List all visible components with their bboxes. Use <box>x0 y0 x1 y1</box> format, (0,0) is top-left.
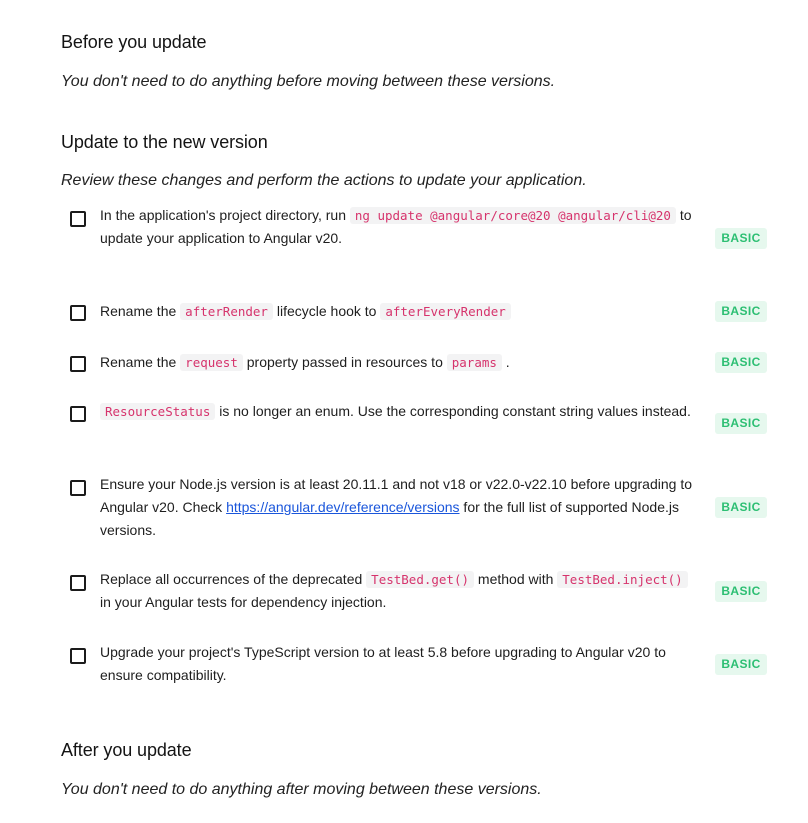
task-text-segment: is no longer an enum. Use the corresponding constant string values instead. <box>215 403 691 419</box>
level-badge: BASIC <box>715 301 767 322</box>
task-checkbox[interactable] <box>70 406 86 422</box>
level-badge: BASIC <box>715 497 767 518</box>
task-text-segment: to update your application to Angular v20. <box>100 207 692 246</box>
task-text-segment: method with <box>474 571 558 587</box>
inline-code: afterRender <box>180 303 273 320</box>
inline-code: TestBed.inject() <box>557 571 687 588</box>
inline-code: ng update @angular/core@20 @angular/cli@20 <box>350 207 676 224</box>
task-text-segment: Rename the <box>100 354 181 370</box>
task-checkbox[interactable] <box>70 305 86 321</box>
task-text-segment: Rename the <box>100 303 181 319</box>
inline-code: request <box>180 354 243 371</box>
task-checkbox[interactable] <box>70 575 86 591</box>
inline-code: TestBed.get() <box>366 571 474 588</box>
task-text-segment: lifecycle hook to <box>272 303 381 319</box>
task-text-segment: In the application's project directory, run <box>100 207 350 223</box>
task-text <box>100 641 700 687</box>
task-text-segment: Upgrade your project's TypeScript version to at least 5.8 before upgrading to Angular v20 to ensure compatibility. <box>100 644 666 683</box>
task-text-segment: Replace all occurrences of the deprecated <box>100 571 367 587</box>
task-text-segment: property passed in resources to <box>242 354 447 370</box>
level-badge: BASIC <box>715 228 767 249</box>
level-badge: BASIC <box>715 654 767 675</box>
after-update-note: You don't need to do anything after moving between these versions. <box>61 781 542 798</box>
inline-code: afterEveryRender <box>380 303 510 320</box>
task-text-segment: Ensure your Node.js version is at least 20.11.1 and not v18 or v22.0-v22.10 before upgrading to Angular v20. Check <box>100 476 692 515</box>
task-checkbox[interactable] <box>70 211 86 227</box>
inline-code: ResourceStatus <box>100 403 215 420</box>
inline-code: params <box>447 354 502 371</box>
task-text <box>100 473 700 542</box>
task-text-segment: . <box>501 354 510 370</box>
task-text <box>100 400 700 423</box>
level-badge: BASIC <box>715 352 767 373</box>
update-title: Update to the new version <box>61 132 268 152</box>
versions-link[interactable]: https://angular.dev/reference/versions <box>226 499 460 515</box>
task-checkbox[interactable] <box>70 480 86 496</box>
task-text <box>100 568 700 614</box>
task-checkbox[interactable] <box>70 648 86 664</box>
after-update-title: After you update <box>61 740 192 760</box>
task-text <box>100 351 700 374</box>
task-text <box>100 300 700 323</box>
task-text <box>100 204 700 250</box>
task-text-segment: for the full list of supported Node.js versions. <box>100 499 679 538</box>
before-update-title: Before you update <box>61 32 207 52</box>
level-badge: BASIC <box>715 581 767 602</box>
update-note: Review these changes and perform the actions to update your application. <box>61 172 587 189</box>
level-badge: BASIC <box>715 413 767 434</box>
task-text-segment: in your Angular tests for dependency injection. <box>100 594 387 610</box>
task-checkbox[interactable] <box>70 356 86 372</box>
before-update-note: You don't need to do anything before moving between these versions. <box>61 73 556 90</box>
